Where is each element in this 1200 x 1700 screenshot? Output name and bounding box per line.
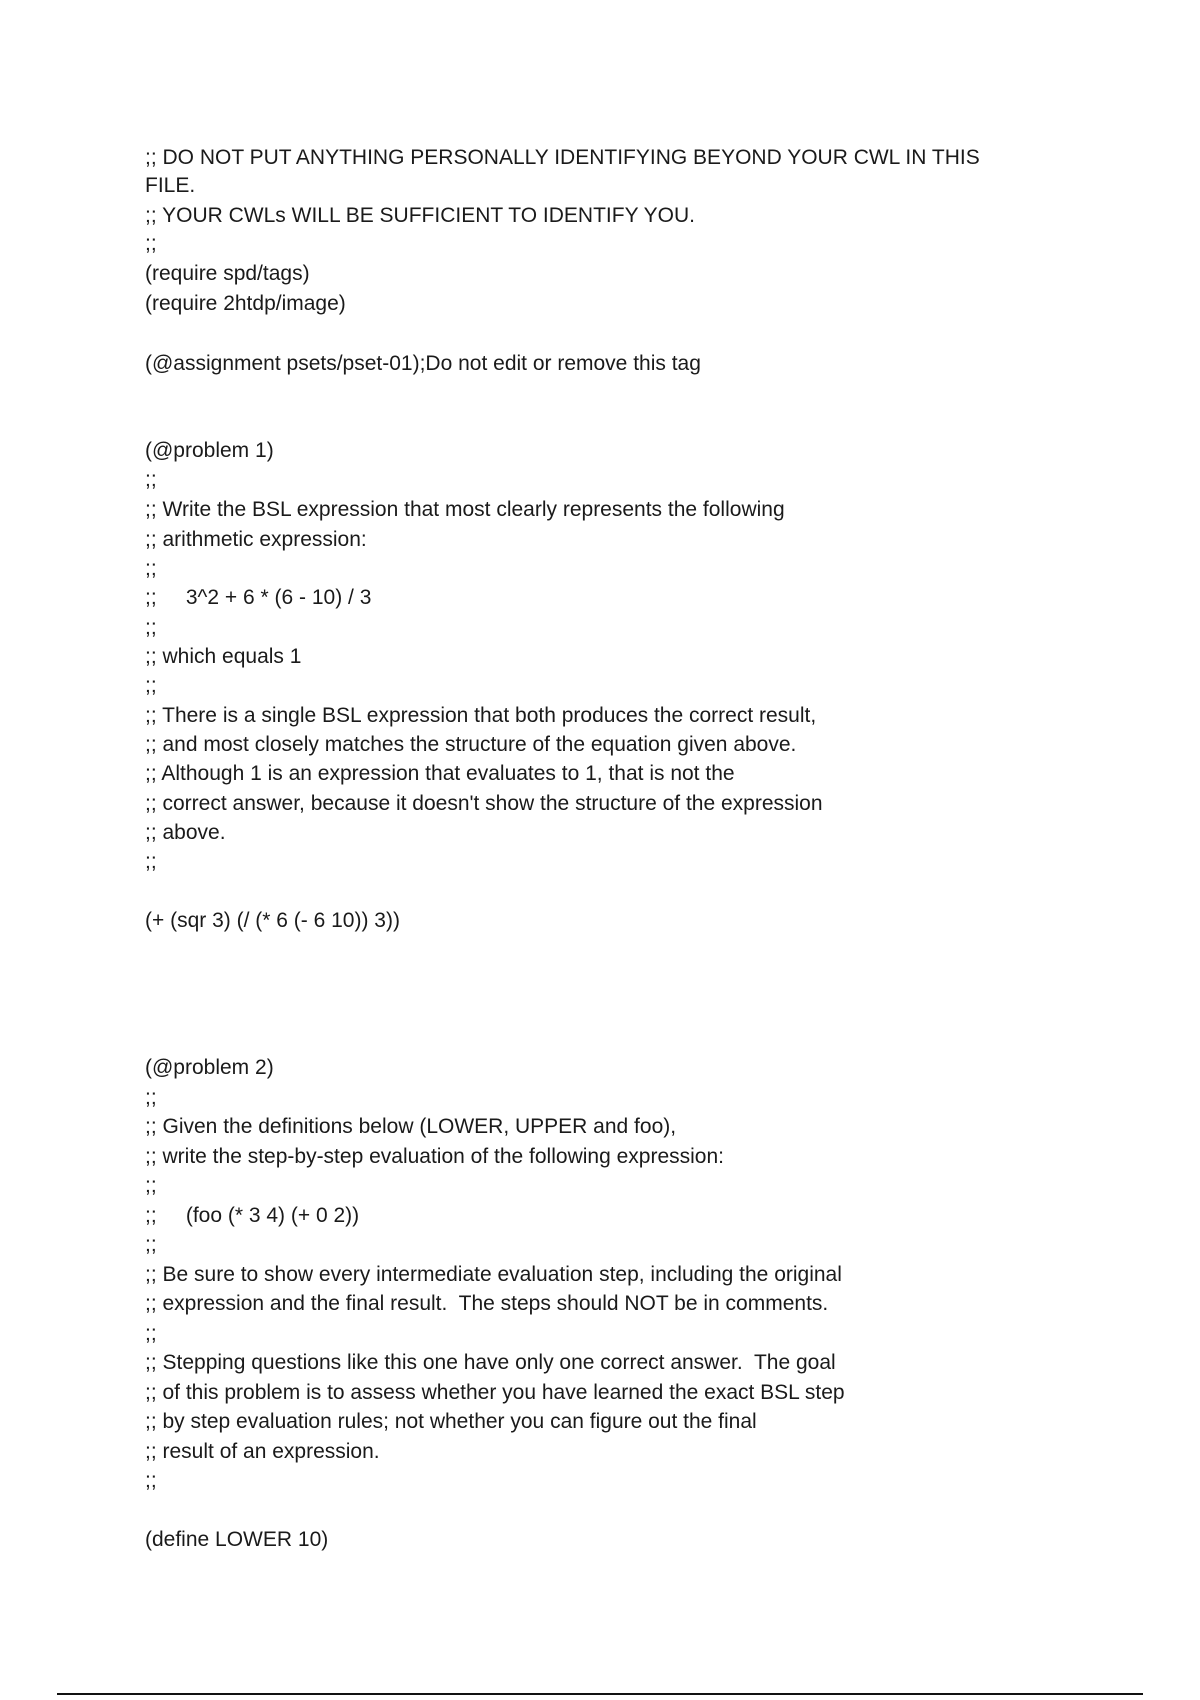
comment-line: ;; Given the definitions below (LOWER, UPPER and foo), (145, 1115, 677, 1138)
comment-line: ;; (145, 232, 157, 255)
comment-line: ;; (145, 616, 157, 639)
comment-line: ;; above. (145, 821, 226, 844)
problem-heading: (@problem 2) (145, 1056, 274, 1079)
comment-line: FILE. (145, 174, 196, 197)
code-line: (@assignment psets/pset-01);Do not edit or remove this tag (145, 352, 701, 375)
comment-line: ;; (145, 1086, 157, 1109)
comment-line: ;; write the step-by-step evaluation of the following expression: (145, 1145, 724, 1168)
answer-expression: (+ (sqr 3) (/ (* 6 (- 6 10)) 3)) (145, 909, 400, 932)
comment-line: ;; There is a single BSL expression that both produces the correct result, (145, 704, 817, 727)
comment-line: ;; (145, 674, 157, 697)
comment-line: ;; (145, 468, 157, 491)
comment-line: ;; by step evaluation rules; not whether you can figure out the final (145, 1410, 757, 1433)
comment-line: ;; correct answer, because it doesn't show the structure of the expression (145, 792, 823, 815)
comment-line: ;; Although 1 is an expression that evaluates to 1, that is not the (145, 762, 735, 785)
comment-line: ;; (145, 1174, 157, 1197)
comment-line: ;; result of an expression. (145, 1440, 380, 1463)
comment-line: ;; DO NOT PUT ANYTHING PERSONALLY IDENTIFYING BEYOND YOUR CWL IN THIS (145, 146, 980, 169)
code-line: (require spd/tags) (145, 262, 310, 285)
comment-line: ;; (145, 557, 157, 580)
comment-line: ;; arithmetic expression: (145, 528, 367, 551)
comment-line: ;; expression and the final result. The steps should NOT be in comments. (145, 1292, 829, 1315)
comment-line: ;; (145, 850, 157, 873)
comment-line: ;; which equals 1 (145, 645, 302, 668)
code-line: (require 2htdp/image) (145, 292, 346, 315)
page-divider (57, 1693, 1143, 1695)
comment-line: ;; Stepping questions like this one have only one correct answer. The goal (145, 1351, 836, 1374)
problem-heading: (@problem 1) (145, 439, 274, 462)
comment-line: ;; 3^2 + 6 * (6 - 10) / 3 (145, 586, 372, 609)
comment-line: ;; YOUR CWLs WILL BE SUFFICIENT TO IDENTIFY YOU. (145, 204, 695, 227)
comment-line: ;; Write the BSL expression that most clearly represents the following (145, 498, 785, 521)
comment-line: ;; and most closely matches the structure of the equation given above. (145, 733, 797, 756)
code-line: (define LOWER 10) (145, 1528, 329, 1551)
comment-line: ;; (foo (* 3 4) (+ 0 2)) (145, 1204, 360, 1227)
comment-line: ;; Be sure to show every intermediate evaluation step, including the original (145, 1263, 842, 1286)
comment-line: ;; of this problem is to assess whether you have learned the exact BSL step (145, 1381, 845, 1404)
comment-line: ;; (145, 1469, 157, 1492)
comment-line: ;; (145, 1233, 157, 1256)
comment-line: ;; (145, 1322, 157, 1345)
